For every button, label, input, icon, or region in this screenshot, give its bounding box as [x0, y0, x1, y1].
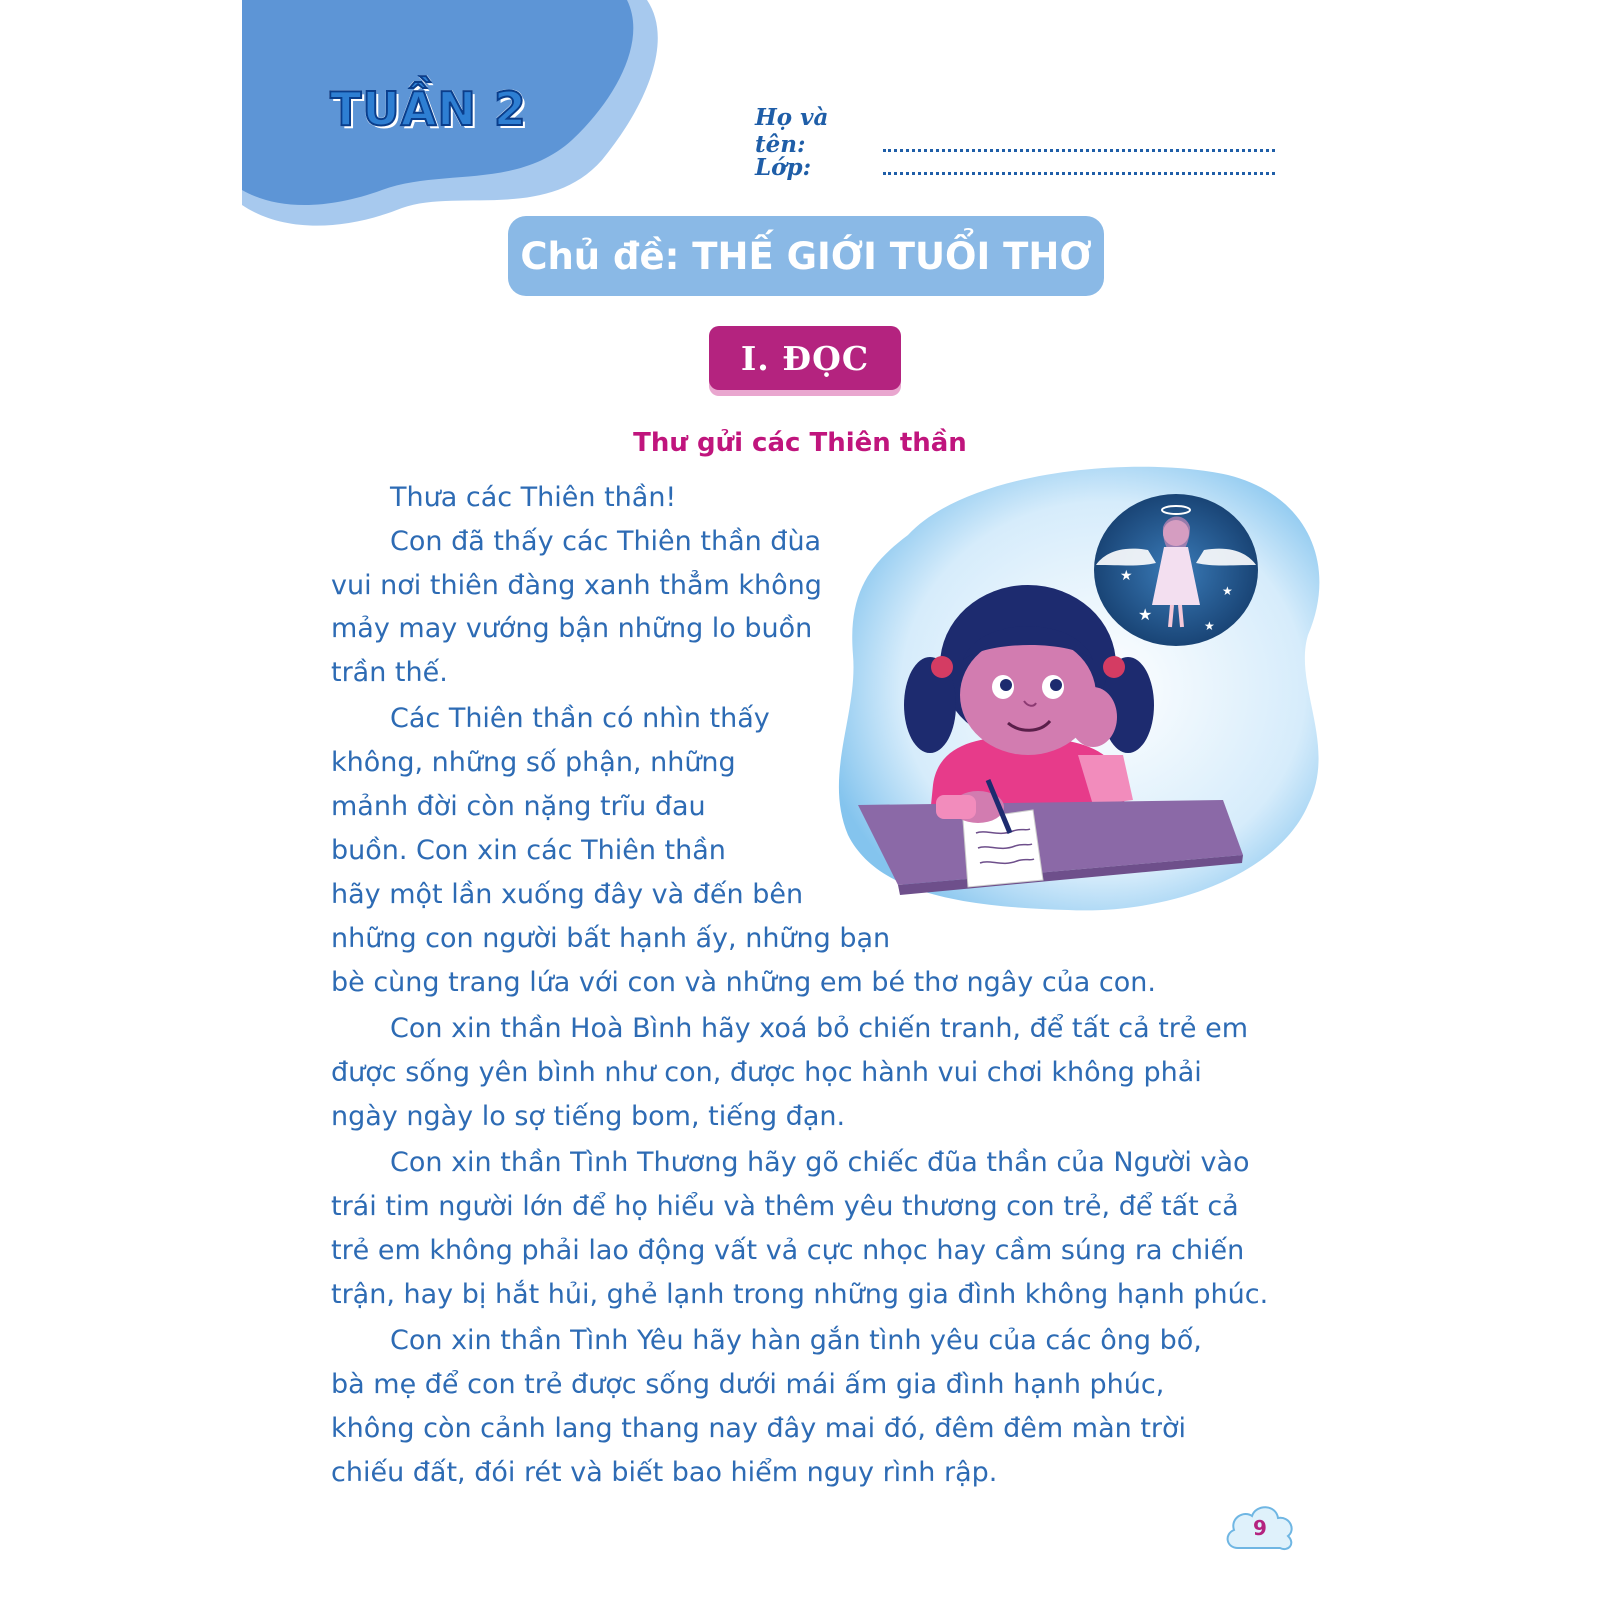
class-dotted-line[interactable] [883, 172, 1275, 175]
topic-banner: Chủ đề: THẾ GIỚI TUỔI THƠ [508, 216, 1104, 296]
story-line: trái tim người lớn để họ hiểu và thêm yêu thương con trẻ, để tất cả [331, 1191, 1239, 1222]
story-line: ngày ngày lo sợ tiếng bom, tiếng đạn. [331, 1101, 846, 1132]
story-line: được sống yên bình như con, được học hành vui chơi không phải [331, 1057, 1202, 1088]
story-line: không còn cảnh lang thang nay đây mai đó, đêm đêm màn trời [331, 1413, 1187, 1444]
name-field[interactable] [755, 104, 1275, 158]
story-line: trẻ em không phải lao động vất vả cực nhọc hay cầm súng ra chiến [331, 1235, 1245, 1266]
svg-text:★: ★ [1138, 605, 1153, 624]
story-line: buồn. Con xin các Thiên thần [331, 835, 726, 866]
name-label: Họ và tên: [755, 104, 829, 158]
story-line: mảy may vướng bận những lo buồn [331, 613, 813, 644]
story-line: bà mẹ để con trẻ được sống dưới mái ấm gia đình hạnh phúc, [331, 1369, 1165, 1400]
week-title: TUẦN 2 [330, 82, 527, 136]
story-line: Con xin thần Tình Thương hãy gõ chiếc đũa thần của Người vào [390, 1147, 1250, 1178]
story-title: Thư gửi các Thiên thần [633, 428, 967, 458]
story-line: trận, hay bị hắt hủi, ghẻ lạnh trong những gia đình không hạnh phúc. [331, 1279, 1269, 1310]
section-heading: I. ĐỌC [709, 326, 901, 390]
story-line: Con xin thần Hoà Bình hãy xoá bỏ chiến tranh, để tất cả trẻ em [390, 1013, 1249, 1044]
story-line: bè cùng trang lứa với con và những em bé thơ ngây của con. [331, 967, 1156, 998]
class-field[interactable] [755, 154, 1275, 181]
story-line: Con đã thấy các Thiên thần đùa [390, 526, 822, 557]
story-line: hãy một lần xuống đây và đến bên [331, 879, 804, 910]
story-line: chiếu đất, đói rét và biết bao hiểm nguy rình rập. [331, 1457, 998, 1488]
svg-text:★: ★ [1120, 568, 1133, 584]
svg-text:★: ★ [1222, 584, 1233, 598]
story-line: Thưa các Thiên thần! [390, 482, 677, 513]
story-line: vui nơi thiên đàng xanh thẳm không [331, 570, 822, 601]
page-number [1222, 1500, 1298, 1556]
story-line: những con người bất hạnh ấy, những bạn [331, 923, 891, 954]
svg-text:★: ★ [1204, 619, 1215, 633]
class-label: Lớp: [755, 154, 812, 181]
story-line: mảnh đời còn nặng trĩu đau [331, 791, 706, 822]
page-number-text: 9 [1253, 1516, 1267, 1540]
name-dotted-line[interactable] [883, 149, 1275, 152]
story-line: Các Thiên thần có nhìn thấy [390, 703, 770, 734]
story-line: trần thế. [331, 657, 448, 688]
girl-writing-illustration [838, 455, 1334, 925]
story-line: Con xin thần Tình Yêu hãy hàn gắn tình yêu của các ông bố, [390, 1325, 1202, 1356]
story-line: không, những số phận, những [331, 747, 736, 778]
